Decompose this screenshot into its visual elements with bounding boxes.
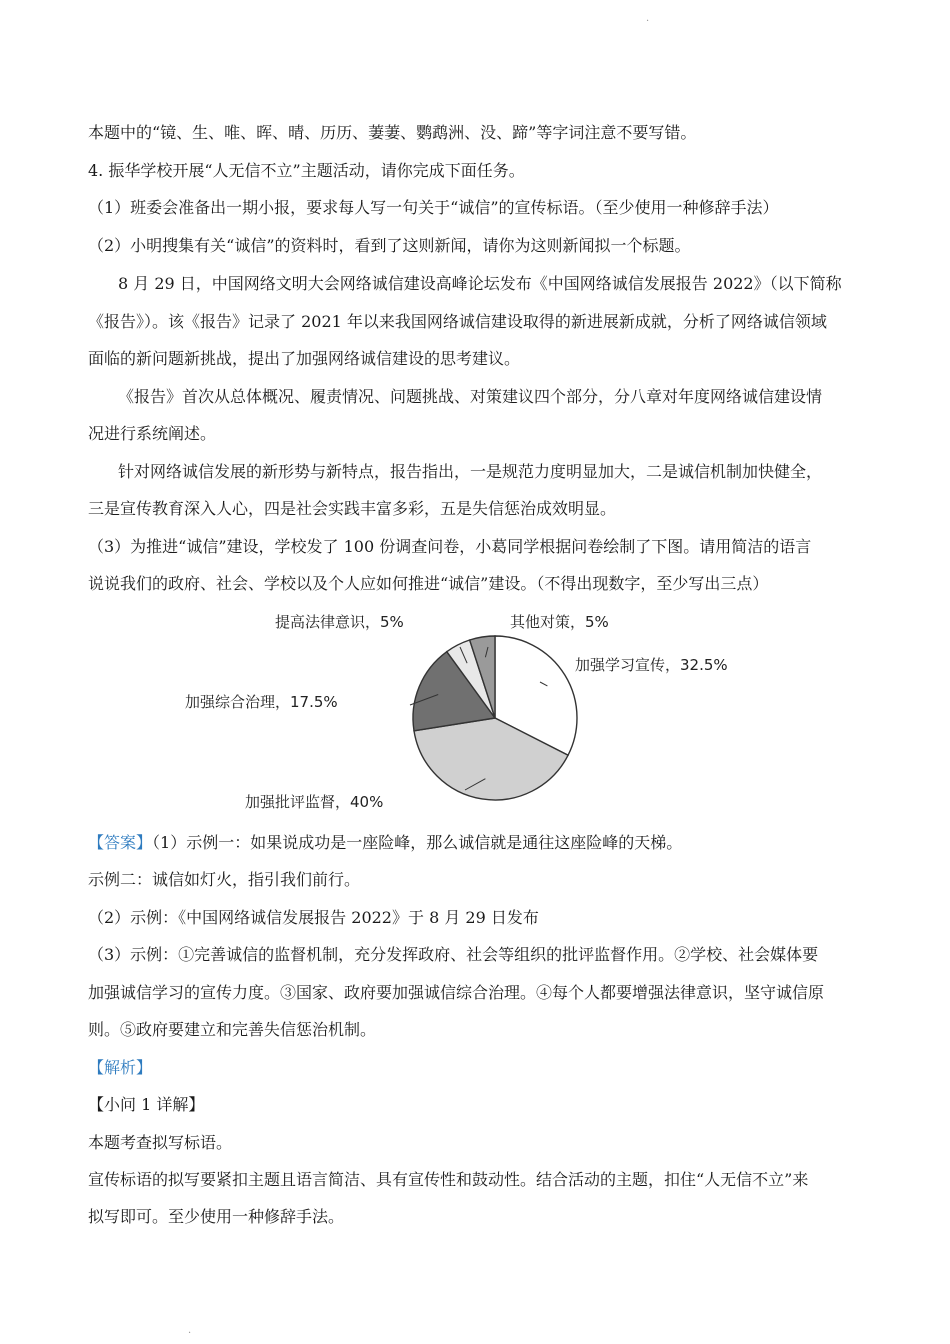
page-mark-top: · [646,16,650,27]
page-mark-bottom: · [188,1328,192,1339]
news-paragraph-1-line-1: 8 月 29 日，中国网络文明大会网络诚信建设高峰论坛发布《中国网络诚信发展报告 2022》（以下简称 [118,274,842,293]
pie-chart [185,600,800,825]
answer-line-5: 加强诚信学习的宣传力度。③国家、政府要加强诚信综合治理。④每个人都要增强法律意识，坚守诚信原 [88,983,825,1002]
news-paragraph-3-line-2: 三是宣传教育深入人心，四是社会实践丰富多彩，五是失信惩治成效明显。 [88,499,617,518]
pie-slice-label: 其他对策，5% [510,613,609,631]
answer-text: （1）示例一：如果说成功是一座险峰，那么诚信就是通往这座险峰的天梯。 [152,833,683,852]
news-paragraph-3-line-1: 针对网络诚信发展的新形势与新特点，报告指出，一是规范力度明显加大，二是诚信机制加快健全， [118,462,823,481]
answer-line-4: （3）示例：①完善诚信的监督机制，充分发挥政府、社会等组织的批评监督作用。②学校、社会媒体要 [88,945,819,964]
subsection-heading: 【小问 1 详解】 [88,1095,205,1114]
subquestion-3-line-2: 说说我们的政府、社会、学校以及个人应如何推进“诚信”建设。（不得出现数字，至少写出三点） [88,574,769,593]
analysis-label: 【解析】 [88,1058,153,1077]
answer-line-1 [88,832,682,854]
pie-slice-label: 加强批评监督，40% [245,793,384,811]
question-4-heading: 4. 振华学校开展“人无信不立”主题活动，请你完成下面任务。 [88,161,525,180]
news-paragraph-1-line-2: 《报告》）。该《报告》记录了 2021 年以来我国网络诚信建设取得的新进展新成就，分析了网络诚信领域 [88,312,827,331]
pie-slice-label: 提高法律意识，5% [275,613,404,631]
pie-slice-label: 加强学习宣传，32.5% [575,656,728,674]
subquestion-1: （1）班委会准备出一期小报，要求每人写一句关于“诚信”的宣传标语。（至少使用一种修辞手法） [88,198,779,217]
answer-line-6: 则。⑤政府要建立和完善失信惩治机制。 [88,1020,377,1039]
analysis-line-2: 宣传标语的拟写要紧扣主题且语言简洁、具有宣传性和鼓动性。结合活动的主题，扣住“人无信不立”来 [88,1170,809,1189]
news-paragraph-2-line-2: 况进行系统阐述。 [88,424,217,443]
answer-line-3: （2）示例：《中国网络诚信发展报告 2022》于 8 月 29 日发布 [88,908,539,927]
subquestion-2: （2）小明搜集有关“诚信”的资料时，看到了这则新闻，请你为这则新闻拟一个标题。 [88,236,691,255]
subquestion-3-line-1: （3）为推进“诚信”建设，学校发了 100 份调查问卷，小葛同学根据问卷绘制了下图。请用简洁的语言 [88,537,812,556]
analysis-line-1: 本题考查拟写标语。 [88,1133,233,1152]
answer-line-2: 示例二：诚信如灯火，指引我们前行。 [88,870,361,889]
pie-slice-label: 加强综合治理，17.5% [185,693,338,711]
news-paragraph-1-line-3: 面临的新问题新挑战，提出了加强网络诚信建设的思考建议。 [88,349,521,368]
text-line-1: 本题中的“镜、生、唯、晖、晴、历历、萋萋、鹦鹉洲、没、蹄”等字词注意不要写错。 [88,123,697,142]
analysis-line-3: 拟写即可。至少使用一种修辞手法。 [88,1207,345,1226]
news-paragraph-2-line-1: 《报告》首次从总体概况、履责情况、问题挑战、对策建议四个部分，分八章对年度网络诚信建设情 [118,387,823,406]
answer-label: 【答案】 [88,833,153,852]
